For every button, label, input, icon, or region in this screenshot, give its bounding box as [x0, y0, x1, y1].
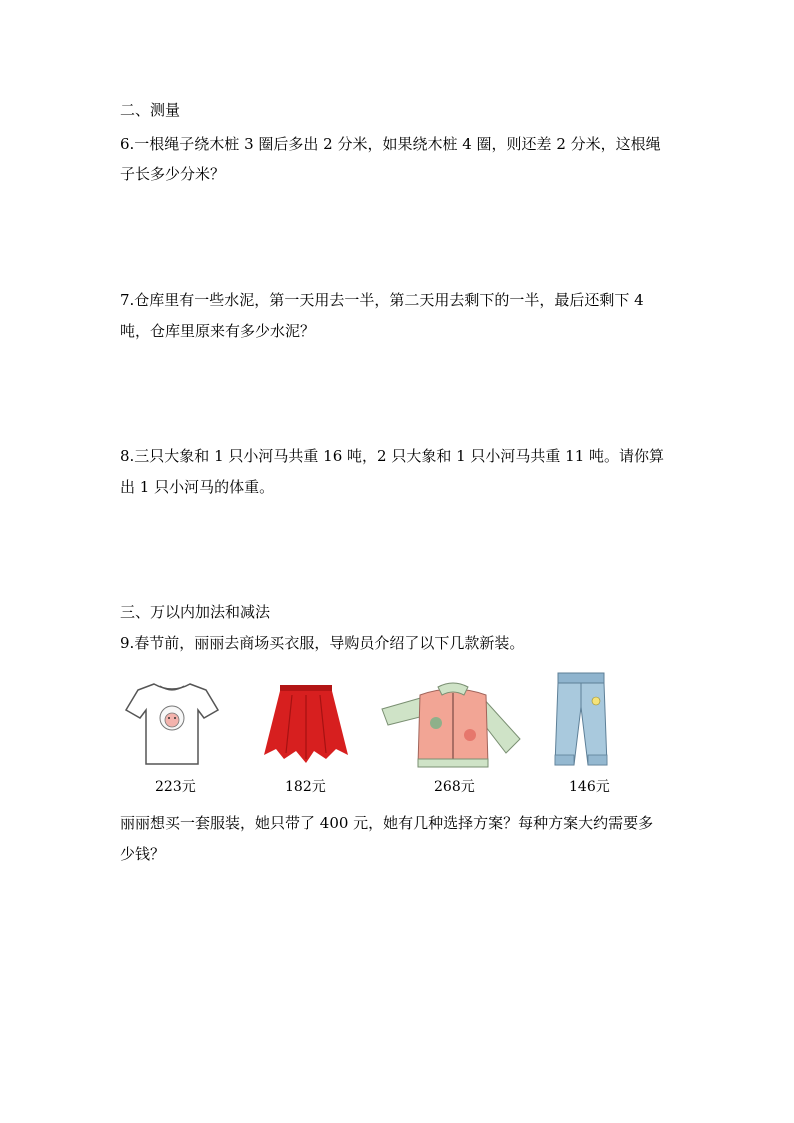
question-7-line-2: 吨，仓库里原来有多少水泥？	[120, 322, 316, 340]
section-heading-measure: 二、测量	[120, 101, 181, 119]
price-jeans: 146元	[569, 779, 610, 795]
question-8-line-2: 出 1 只小河马的体重。	[120, 478, 275, 496]
jeans-icon	[552, 671, 610, 769]
question-7-line-1: 7.仓库里有一些水泥，第一天用去一半，第二天用去剩下的一半，最后还剩下 4	[120, 291, 644, 309]
question-9-line-2: 少钱？	[120, 845, 166, 863]
section-heading-addsub: 三、万以内加法和减法	[120, 603, 271, 621]
price-tshirt: 223元	[155, 779, 196, 795]
question-9-intro: 9.春节前，丽丽去商场买衣服，导购员介绍了以下几款新装。	[120, 634, 525, 652]
price-jacket: 268元	[434, 779, 475, 795]
question-6-line-2: 子长多少分米？	[120, 165, 226, 183]
skirt-icon	[262, 683, 350, 767]
question-6-line-1: 6.一根绳子绕木桩 3 圈后多出 2 分米，如果绕木桩 4 圈，则还差 2 分米，这根绳	[120, 135, 661, 153]
price-skirt: 182元	[285, 779, 326, 795]
tshirt-icon	[124, 680, 220, 768]
question-9-line-1: 丽丽想买一套服装，她只带了 400 元，她有几种选择方案？每种方案大约需要多	[120, 814, 654, 832]
question-8-line-1: 8.三只大象和 1 只小河马共重 16 吨，2 只大象和 1 只小河马共重 11 吨。请你算	[120, 447, 665, 465]
jacket-icon	[380, 679, 526, 771]
